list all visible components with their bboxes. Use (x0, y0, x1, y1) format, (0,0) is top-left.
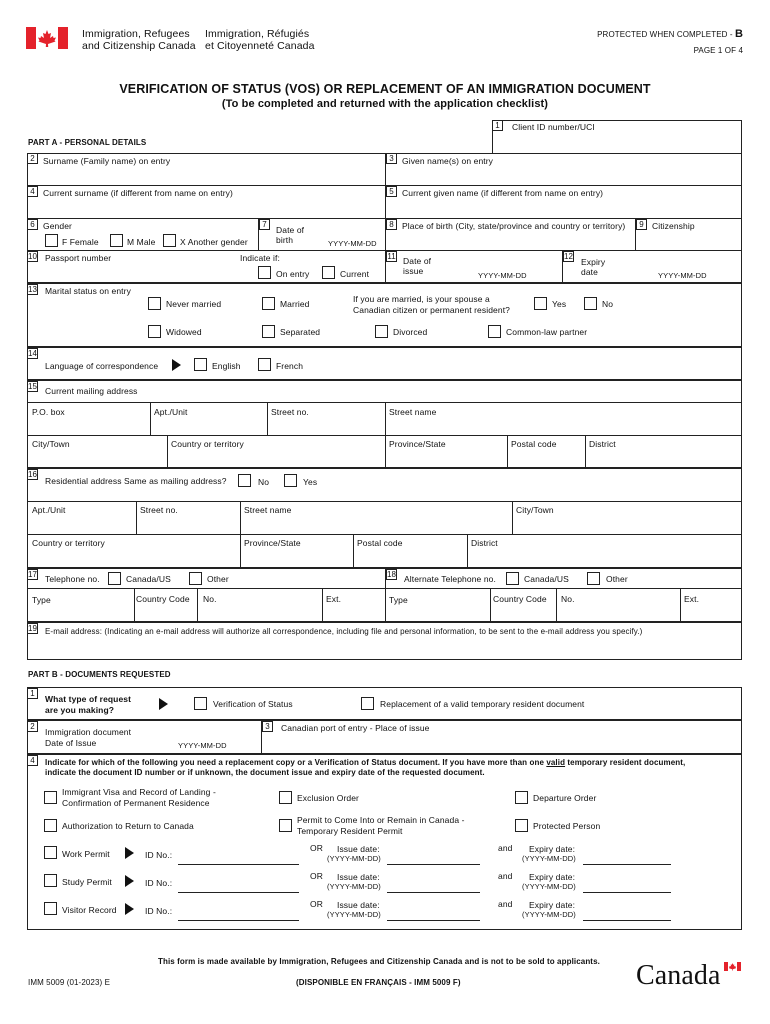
divorced-checkbox[interactable] (375, 325, 388, 338)
work-id-label: ID No.: (145, 850, 173, 860)
field-number-badge: 3 (386, 153, 397, 164)
work-expiry-format: (YYYY-MM-DD) (522, 854, 576, 863)
tel-no-label: No. (203, 594, 217, 604)
current-given-label: Current given name (if different from name on entry) (402, 188, 604, 198)
common-law-checkbox[interactable] (488, 325, 501, 338)
work-expiry-label: Expiry date: (529, 844, 576, 854)
email-label: E-mail address: (Indicating an e-mail address will authorize all correspondence, including file and personal information, to be sent to the e-mail address you specify.) (45, 627, 643, 636)
form-title: VERIFICATION OF STATUS (VOS) OR REPLACEMENT OF AN IMMIGRATION DOCUMENT (119, 82, 651, 96)
vos-label: Verification of Status (213, 699, 293, 709)
departure-order-label: Departure Order (533, 793, 597, 803)
given-names-label: Given name(s) on entry (402, 156, 494, 166)
field-number-badge: 5 (386, 186, 397, 197)
imm-doc-label: Immigration document Date of Issue (45, 727, 132, 748)
issue-date-label: Date of issue (403, 256, 432, 276)
spouse-yes-checkbox[interactable] (534, 297, 547, 310)
mail-district-label: District (589, 439, 616, 449)
alt-tel-country-code-label: Country Code (493, 594, 547, 604)
french-checkbox[interactable] (258, 358, 271, 371)
issue-date-format: YYYY-MM-DD (478, 271, 527, 280)
protected-person-label: Protected Person (533, 821, 601, 831)
grid-divider (197, 588, 198, 622)
common-law-label: Common-law partner (506, 327, 588, 337)
tel-canada-us-checkbox[interactable] (108, 572, 121, 585)
dob-format: YYYY-MM-DD (328, 239, 377, 248)
grid-divider (385, 402, 386, 468)
work-issue-input[interactable] (387, 864, 480, 865)
tel-other-checkbox[interactable] (189, 572, 202, 585)
canada-flag-logo (26, 27, 68, 49)
grid-divider (150, 402, 151, 435)
res-postal-label: Postal code (357, 538, 403, 548)
field-number-badge: 9 (636, 219, 647, 230)
field-number-badge: 15 (28, 382, 37, 391)
spouse-no-label: No (602, 299, 614, 309)
arc-checkbox[interactable] (44, 819, 57, 832)
gender-female-checkbox[interactable] (45, 234, 58, 247)
study-and: and (498, 871, 513, 881)
surname-label: Surname (Family name) on entry (43, 156, 171, 166)
field-number-badge: 11 (387, 252, 396, 261)
arrow-right-icon (125, 903, 134, 915)
residential-label: Residential address Same as mailing address? (45, 476, 227, 486)
study-expiry-label: Expiry date: (529, 872, 576, 882)
widowed-checkbox[interactable] (148, 325, 161, 338)
po-box-label: P.O. box (32, 407, 65, 417)
alt-tel-canada-us-label: Canada/US (524, 574, 569, 584)
grid-divider (353, 534, 354, 568)
grid-divider (136, 501, 137, 534)
expiry-date-label: Expiry date (581, 257, 606, 277)
grid-divider (240, 501, 241, 568)
visitor-record-label: Visitor Record (62, 905, 117, 915)
study-issue-label: Issue date: (337, 872, 380, 882)
immigrant-visa-checkbox[interactable] (44, 791, 57, 804)
work-expiry-input[interactable] (583, 864, 671, 865)
mail-postal-label: Postal code (511, 439, 557, 449)
work-or: OR (310, 843, 323, 853)
form-number: IMM 5009 (01-2023) E (28, 978, 111, 987)
indicate-if-label: Indicate if: (240, 253, 280, 263)
visitor-and: and (498, 899, 513, 909)
field-number-badge: 2 (27, 721, 38, 732)
exclusion-order-label: Exclusion Order (297, 793, 359, 803)
english-checkbox[interactable] (194, 358, 207, 371)
residential-yes-checkbox[interactable] (284, 474, 297, 487)
mailing-address-label: Current mailing address (45, 386, 138, 396)
expiry-date-format: YYYY-MM-DD (658, 271, 707, 280)
trp-checkbox[interactable] (279, 819, 292, 832)
language-label: Language of correspondence (45, 361, 159, 371)
form-subtitle: (To be completed and returned with the application checklist) (221, 98, 549, 110)
arrow-right-icon (125, 875, 134, 887)
grid-divider (27, 501, 742, 502)
res-street-no-label: Street no. (140, 505, 178, 515)
citizenship-label: Citizenship (652, 221, 695, 231)
arrow-right-icon (125, 847, 134, 859)
never-married-label: Never married (166, 299, 222, 309)
gender-label: Gender (43, 221, 72, 231)
mail-province-label: Province/State (389, 439, 446, 449)
res-street-name-label: Street name (244, 505, 292, 515)
on-entry-label: On entry (276, 269, 310, 279)
spouse-question: If you are married, is your spouse a Canadian citizen or permanent resident? (353, 294, 510, 315)
gender-another-label: X Another gender (180, 237, 248, 247)
field-number-badge: 3 (262, 721, 273, 732)
field-number-badge: 4 (27, 755, 38, 766)
mail-apt-label: Apt./Unit (154, 407, 188, 417)
grid-divider (267, 402, 268, 435)
current-checkbox[interactable] (322, 266, 335, 279)
grid-divider (490, 588, 491, 622)
alt-tel-ext-label: Ext. (684, 594, 700, 604)
field-number-badge: 12 (564, 252, 573, 261)
work-and: and (498, 843, 513, 853)
wordmark-flag-icon (724, 962, 741, 971)
visitor-id-input[interactable] (178, 920, 299, 921)
married-checkbox[interactable] (262, 297, 275, 310)
study-permit-label: Study Permit (62, 877, 112, 887)
separated-checkbox[interactable] (262, 325, 275, 338)
documents-section (27, 754, 742, 930)
protected-notice: PROTECTED WHEN COMPLETED - B (597, 28, 743, 40)
imm-doc-format: YYYY-MM-DD (178, 741, 227, 750)
grid-divider (507, 435, 508, 468)
trp-label: Permit to Come Into or Remain in Canada - Temporary Resident Permit (297, 815, 465, 836)
grid-divider (467, 534, 468, 568)
never-married-checkbox[interactable] (148, 297, 161, 310)
study-issue-format: (YYYY-MM-DD) (327, 882, 381, 891)
vos-checkbox[interactable] (194, 697, 207, 710)
client-id-label: Client ID number/UCI (512, 122, 595, 132)
canada-wordmark: Canada (636, 960, 721, 991)
visitor-record-checkbox[interactable] (44, 902, 57, 915)
field-number-badge: 18 (387, 570, 396, 579)
spouse-no-checkbox[interactable] (584, 297, 597, 310)
residential-yes-label: Yes (303, 477, 318, 487)
marital-label: Marital status on entry (45, 286, 131, 296)
alt-tel-type-label: Type (389, 595, 408, 605)
passport-label: Passport number (45, 253, 112, 263)
field-number-badge: 1 (492, 120, 503, 131)
study-id-label: ID No.: (145, 878, 173, 888)
gender-male-label: M Male (127, 237, 156, 247)
field-number-badge: 19 (28, 624, 37, 633)
field-number-badge: 8 (386, 219, 397, 230)
agency-name-fr: Immigration, Réfugiés et Citoyenneté Canada (205, 28, 315, 52)
footer-notice: This form is made available by Immigration, Refugees and Citizenship Canada and is not to be sold to applicants. (158, 957, 600, 966)
field-number-badge: 16 (28, 470, 37, 479)
request-type-question: What type of request are you making? (45, 694, 132, 715)
field-number-badge: 2 (27, 153, 38, 164)
french-label: French (276, 361, 304, 371)
tel-other-label: Other (207, 574, 229, 584)
mail-street-name-label: Street name (389, 407, 437, 417)
grid-divider (680, 588, 681, 622)
alt-tel-other-checkbox[interactable] (587, 572, 600, 585)
study-expiry-input[interactable] (583, 892, 671, 893)
exclusion-order-checkbox[interactable] (279, 791, 292, 804)
res-city-label: City/Town (516, 505, 554, 515)
work-id-input[interactable] (178, 864, 299, 865)
page-number: PAGE 1 OF 4 (693, 46, 743, 55)
res-district-label: District (471, 538, 498, 548)
work-issue-label: Issue date: (337, 844, 380, 854)
arc-label: Authorization to Return to Canada (62, 821, 194, 831)
residential-no-checkbox[interactable] (238, 474, 251, 487)
field-number-badge: 6 (27, 219, 38, 230)
visitor-issue-format: (YYYY-MM-DD) (327, 910, 381, 919)
indicate-instruction-2: indicate the document ID number or if unknown, the document issue and expiry date of the requested document. (45, 768, 485, 777)
field-number-badge: 4 (27, 186, 38, 197)
port-of-entry-label: Canadian port of entry - Place of issue (281, 723, 430, 733)
telephone-label: Telephone no. (45, 574, 100, 584)
work-permit-label: Work Permit (62, 849, 110, 859)
gender-female-label: F Female (62, 237, 99, 247)
study-expiry-format: (YYYY-MM-DD) (522, 882, 576, 891)
grid-divider (134, 588, 135, 622)
visitor-expiry-label: Expiry date: (529, 900, 576, 910)
field-number-badge: 10 (28, 252, 37, 261)
work-permit-checkbox[interactable] (44, 846, 57, 859)
visitor-expiry-format: (YYYY-MM-DD) (522, 910, 576, 919)
widowed-label: Widowed (166, 327, 202, 337)
gender-male-checkbox[interactable] (110, 234, 123, 247)
married-label: Married (280, 299, 310, 309)
res-country-label: Country or territory (32, 538, 105, 548)
res-apt-label: Apt./Unit (32, 505, 66, 515)
arrow-right-icon (159, 698, 168, 710)
agency-name-en: Immigration, Refugees and Citizenship Canada (82, 28, 196, 52)
grid-divider (167, 435, 168, 468)
mail-city-label: City/Town (32, 439, 70, 449)
spouse-yes-label: Yes (552, 299, 567, 309)
res-province-label: Province/State (244, 538, 301, 548)
divorced-label: Divorced (393, 327, 428, 337)
field-number-badge: 7 (259, 219, 270, 230)
study-permit-checkbox[interactable] (44, 874, 57, 887)
grid-divider (27, 534, 742, 535)
tel-country-code-label: Country Code (136, 594, 190, 604)
residential-no-label: No (258, 477, 270, 487)
french-availability: (DISPONIBLE EN FRANÇAIS - IMM 5009 F) (296, 978, 461, 987)
work-issue-format: (YYYY-MM-DD) (327, 854, 381, 863)
visitor-or: OR (310, 899, 323, 909)
mail-country-label: Country or territory (171, 439, 244, 449)
study-issue-input[interactable] (387, 892, 480, 893)
grid-divider (322, 588, 323, 622)
english-label: English (212, 361, 241, 371)
field-number-badge: 13 (28, 285, 37, 294)
alt-tel-no-label: No. (561, 594, 575, 604)
visitor-expiry-input[interactable] (583, 920, 671, 921)
separated-label: Separated (280, 327, 321, 337)
replacement-checkbox[interactable] (361, 697, 374, 710)
current-label: Current (340, 269, 370, 279)
visitor-issue-input[interactable] (387, 920, 480, 921)
alt-tel-other-label: Other (606, 574, 628, 584)
indicate-instruction-1: Indicate for which of the following you need a replacement copy or a Verification of Status document. If you have more than one valid temporary resident document, (45, 758, 686, 767)
replacement-label: Replacement of a valid temporary resident document (380, 699, 585, 709)
immigrant-visa-label: Immigrant Visa and Record of Landing - Confirmation of Permanent Residence (62, 787, 216, 808)
grid-divider (585, 435, 586, 468)
gender-another-checkbox[interactable] (163, 234, 176, 247)
field-number-badge: 14 (28, 349, 37, 358)
mail-street-no-label: Street no. (271, 407, 309, 417)
tel-ext-label: Ext. (326, 594, 342, 604)
study-or: OR (310, 871, 323, 881)
visitor-issue-label: Issue date: (337, 900, 380, 910)
alt-tel-canada-us-checkbox[interactable] (506, 572, 519, 585)
current-surname-label: Current surname (if different from name on entry) (43, 188, 233, 198)
alt-telephone-label: Alternate Telephone no. (404, 574, 496, 584)
tel-canada-us-label: Canada/US (126, 574, 171, 584)
protected-person-checkbox[interactable] (515, 819, 528, 832)
dob-label: Date of birth (276, 225, 305, 245)
grid-divider (512, 501, 513, 534)
part-b-heading: PART B - DOCUMENTS REQUESTED (28, 670, 171, 679)
part-a-heading: PART A - PERSONAL DETAILS (28, 138, 147, 147)
field-number-badge: 17 (28, 570, 37, 579)
tel-type-label: Type (32, 595, 51, 605)
arrow-right-icon (172, 359, 181, 371)
departure-order-checkbox[interactable] (515, 791, 528, 804)
grid-divider (556, 588, 557, 622)
on-entry-checkbox[interactable] (258, 266, 271, 279)
field-number-badge: 1 (27, 688, 38, 699)
study-id-input[interactable] (178, 892, 299, 893)
visitor-id-label: ID No.: (145, 906, 173, 916)
place-of-birth-label: Place of birth (City, state/province and country or territory) (402, 221, 626, 231)
